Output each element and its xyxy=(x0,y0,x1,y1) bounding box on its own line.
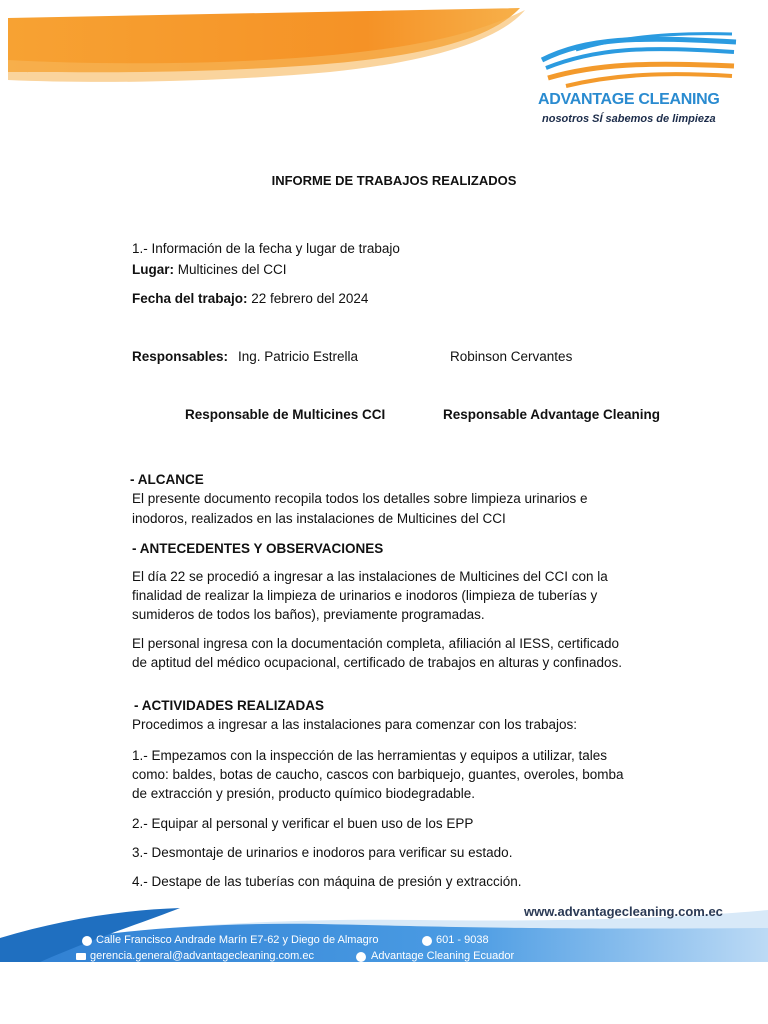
footer-email[interactable]: gerencia.general@advantagecleaning.com.ec xyxy=(90,950,314,962)
actividad-item: de extracción y presión, producto químico biodegradable. xyxy=(132,786,475,801)
antecedentes-heading: - ANTECEDENTES Y OBSERVACIONES xyxy=(132,541,384,556)
company-tagline: nosotros SÍ sabemos de limpieza xyxy=(542,113,716,125)
footer-phone: 601 - 9038 xyxy=(436,934,489,946)
report-title: INFORME DE TRABAJOS REALIZADOS xyxy=(271,173,517,188)
antecedentes-line: El personal ingresa con la documentación completa, afiliación al IESS, certificado xyxy=(132,636,620,651)
actividad-item: 1.- Empezamos con la inspección de las herramientas y equipos a utilizar, tales xyxy=(132,748,607,763)
antecedentes-line: sumideros de todos los baños), previamente programadas. xyxy=(132,607,485,622)
responsable-2-name: Robinson Cervantes xyxy=(450,349,573,364)
website-link[interactable]: www.advantagecleaning.com.ec xyxy=(524,904,723,919)
alcance-heading: - ALCANCE xyxy=(130,472,204,487)
antecedentes-line: El día 22 se procedió a ingresar a las instalaciones de Multicines del CCI con la xyxy=(132,569,608,584)
actividades-intro: Procedimos a ingresar a las instalaciones para comenzar con los trabajos: xyxy=(132,717,577,732)
fecha-value: 22 febrero del 2024 xyxy=(247,291,369,306)
section1-heading: 1.- Información de la fecha y lugar de trabajo xyxy=(132,241,400,256)
company-name: ADVANTAGE CLEANING xyxy=(538,91,720,108)
lugar-label: Lugar: xyxy=(132,262,174,277)
actividad-item: 2.- Equipar al personal y verificar el buen uso de los EPP xyxy=(132,816,474,831)
responsables-label: Responsables: xyxy=(132,349,229,364)
company-logo xyxy=(530,28,750,138)
logo-waves-icon xyxy=(536,28,740,90)
actividades-heading: - ACTIVIDADES REALIZADAS xyxy=(134,698,325,713)
actividad-item: como: baldes, botas de caucho, cascos con barbiquejo, guantes, overoles, bomba xyxy=(132,767,624,782)
antecedentes-line: finalidad de realizar la limpieza de urinarios e inodoros (limpieza de tuberías y xyxy=(132,588,598,603)
alcance-line: El presente documento recopila todos los detalles sobre limpieza urinarios e xyxy=(132,491,588,506)
header-orange-swoosh xyxy=(0,0,540,95)
lugar-value: Multicines del CCI xyxy=(174,262,287,277)
footer-address: Calle Francisco Andrade Marín E7-62 y Diego de Almagro xyxy=(96,934,379,946)
fecha-label: Fecha del trabajo: xyxy=(132,291,248,306)
location-pin-icon xyxy=(82,936,92,946)
lugar-row xyxy=(132,260,287,280)
responsable-1-name: Ing. Patricio Estrella xyxy=(238,349,359,364)
fecha-row xyxy=(132,289,368,309)
footer-facebook[interactable]: Advantage Cleaning Ecuador xyxy=(371,950,515,962)
responsable-1-role: Responsable de Multicines CCI xyxy=(185,407,386,422)
facebook-icon xyxy=(356,952,366,962)
responsable-2-role: Responsable Advantage Cleaning xyxy=(443,407,661,422)
phone-icon xyxy=(422,936,432,946)
alcance-line: inodoros, realizados en las instalaciones de Multicines del CCI xyxy=(132,511,506,526)
email-icon xyxy=(76,953,86,960)
actividad-item: 4.- Destape de las tuberías con máquina de presión y extracción. xyxy=(132,874,522,889)
antecedentes-line: de aptitud del médico ocupacional, certificado de trabajos en alturas y confinados. xyxy=(132,655,623,670)
actividad-item: 3.- Desmontaje de urinarios e inodoros para verificar su estado. xyxy=(132,845,513,860)
